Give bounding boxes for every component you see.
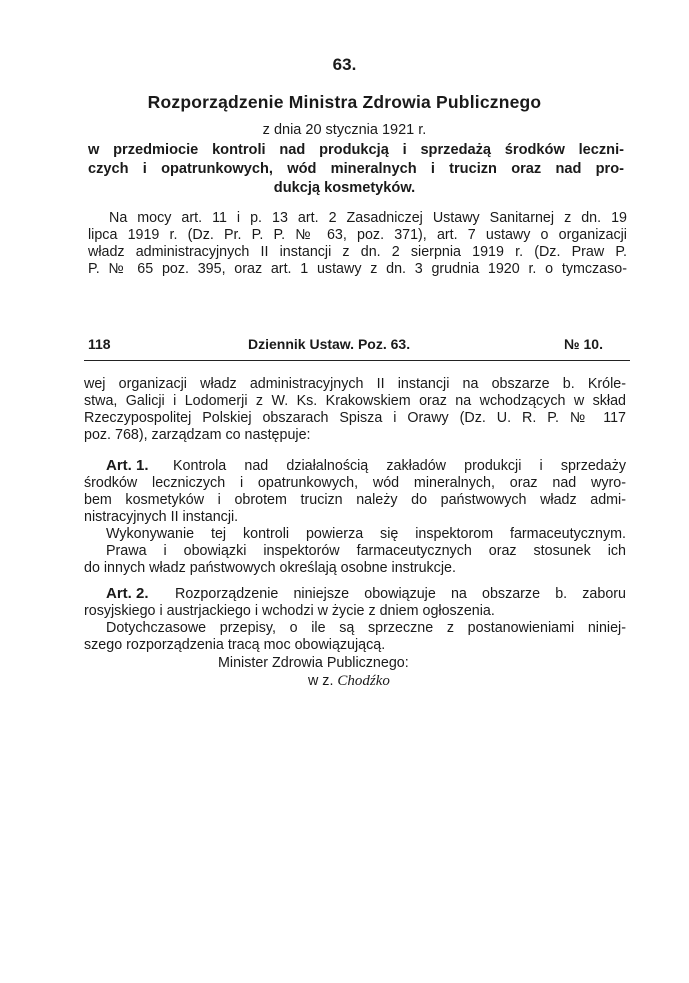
preamble-line: P. № 65 poz. 395, oraz art. 1 ustawy z dn. 3 grudnia 1920 r. o tymczaso-: [88, 261, 627, 277]
subject-line: w przedmiocie kontroli nad produkcją i sprzedażą środków leczni-: [88, 142, 624, 158]
article-1-line: bem kosmetyków i obrotem trucizn należy do państwowych władz admi-: [84, 492, 626, 508]
subject-line: dukcją kosmetyków.: [273, 180, 416, 196]
preamble-line: lipca 1919 r. (Dz. Pr. P. P. № 63, poz. 371), art. 7 ustawy o organizacji: [88, 227, 627, 243]
subject-line: czych i opatrunkowych, wód mineralnych i trucizn oraz nad pro-: [88, 161, 624, 177]
article-2-label: Art. 2.: [106, 585, 149, 602]
article-2-line: szego rozporządzenia tracą moc obowiązującą.: [84, 637, 386, 653]
preamble-line: władz administracyjnych II instancji z dn. 2 sierpnia 1919 r. (Dz. Praw P.: [88, 244, 627, 260]
signature-line: [308, 673, 390, 689]
article-1-line: środków leczniczych i opatrunkowych, wód mineralnych, oraz nad wyro-: [84, 475, 626, 491]
article-2-line: Rozporządzenie niniejsze obowiązuje na obszarze b. zaboru: [175, 586, 626, 602]
article-1-line: Prawa i obowiązki inspektorów farmaceutycznych oraz stosunek ich: [106, 543, 626, 559]
journal-header: Dziennik Ustaw. Poz. 63.: [248, 336, 411, 352]
signature-name: Chodźko: [337, 673, 390, 689]
article-1-line: Kontrola nad działalnością zakładów produkcji i sprzedaży: [173, 458, 626, 474]
page-number: 118: [88, 336, 111, 352]
article-1-line: nistracyjnych II instancji.: [84, 509, 239, 525]
body-line: stwa, Galicji i Lodomerji z W. Ks. Krakowskiem oraz na wchodzących w skład: [84, 393, 626, 409]
article-2-line: rosyjskiego i austrjackiego i wchodzi w życie z dniem ogłoszenia.: [84, 603, 495, 619]
article-1-line: do innych władz państwowych określają osobne instrukcje.: [84, 560, 456, 576]
article-1-line: Wykonywanie tej kontroli powierza się inspektorom farmaceutycznym.: [106, 526, 626, 542]
body-line: Rzeczypospolitej Polskiej obszarach Spisza i Orawy (Dz. U. R. P. № 117: [84, 410, 626, 426]
body-line: poz. 768), zarządzam co następuje:: [84, 427, 311, 443]
body-line: wej organizacji władz administracyjnych II instancji na obszarze b. Króle-: [84, 376, 626, 392]
preamble-line: Na mocy art. 11 i p. 13 art. 2 Zasadniczej Ustawy Sanitarnej z dn. 19: [109, 210, 627, 226]
article-2-line: Dotychczasowe przepisy, o ile są sprzeczne z postanowieniami niniej-: [106, 620, 626, 636]
act-number: 63.: [332, 55, 357, 74]
signature-title: Minister Zdrowia Publicznego:: [218, 655, 409, 671]
issue-number: № 10.: [564, 336, 603, 352]
signature-prefix: w z.: [308, 673, 334, 689]
header-rule: [84, 360, 630, 361]
article-1-label: Art. 1.: [106, 457, 149, 474]
act-title: Rozporządzenie Ministra Zdrowia Publicznego: [147, 92, 542, 112]
act-date: z dnia 20 stycznia 1921 r.: [262, 122, 427, 138]
